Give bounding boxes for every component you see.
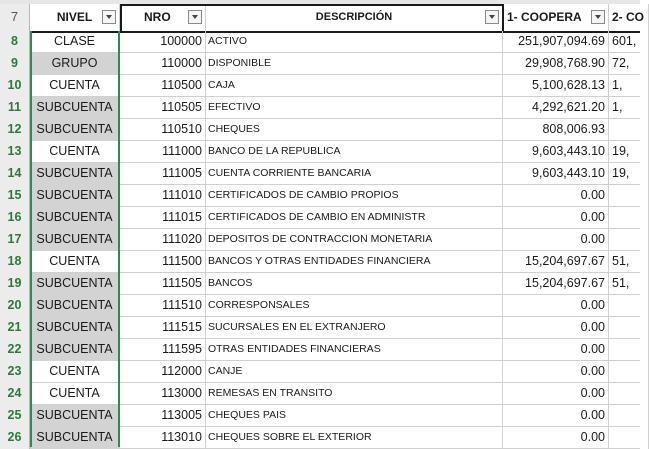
col2-cell[interactable]	[609, 361, 649, 383]
filter-dropdown-icon[interactable]	[102, 10, 116, 24]
row-header[interactable]: 19	[0, 273, 30, 295]
descripcion-cell[interactable]: ACTIVO	[206, 31, 503, 53]
col2-cell[interactable]	[609, 405, 649, 427]
table-row	[0, 273, 640, 295]
col2-cell[interactable]: 72,	[609, 53, 649, 75]
row-header[interactable]: 22	[0, 339, 30, 361]
nro-cell[interactable]: 111010	[120, 185, 206, 207]
nro-cell[interactable]: 110500	[120, 75, 206, 97]
nivel-cell[interactable]: SUBCUENTA	[30, 295, 120, 317]
nro-cell[interactable]: 113000	[120, 383, 206, 405]
coop-cell[interactable]: 0.00	[503, 317, 609, 339]
col2-cell[interactable]	[609, 185, 649, 207]
nivel-cell[interactable]: CUENTA	[30, 141, 120, 163]
nivel-cell[interactable]: SUBCUENTA	[30, 405, 120, 427]
col2-cell[interactable]: 1,	[609, 75, 649, 97]
nivel-cell[interactable]: CUENTA	[30, 75, 120, 97]
descripcion-cell[interactable]: DEPOSITOS DE CONTRACCION MONETARIA	[206, 229, 503, 251]
nro-cell[interactable]: 111505	[120, 273, 206, 295]
row-header[interactable]: 21	[0, 317, 30, 339]
coop-cell[interactable]: 0.00	[503, 405, 609, 427]
row-header[interactable]: 10	[0, 75, 30, 97]
col2-cell[interactable]	[609, 295, 649, 317]
coop-cell[interactable]: 4,292,621.20	[503, 97, 609, 119]
nro-cell[interactable]: 111020	[120, 229, 206, 251]
row-header[interactable]: 24	[0, 383, 30, 405]
nro-cell[interactable]: 111015	[120, 207, 206, 229]
table-row	[0, 97, 640, 119]
header-nro-label: NRO	[144, 10, 171, 24]
nivel-cell[interactable]: SUBCUENTA	[30, 207, 120, 229]
descripcion-cell[interactable]: CERTIFICADOS DE CAMBIO PROPIOS	[206, 185, 503, 207]
nro-cell[interactable]: 110510	[120, 119, 206, 141]
coop-cell[interactable]: 0.00	[503, 185, 609, 207]
row-header[interactable]: 14	[0, 163, 30, 185]
nivel-cell[interactable]: GRUPO	[30, 53, 120, 75]
table-row	[0, 119, 640, 141]
coop-cell[interactable]: 15,204,697.67	[503, 273, 609, 295]
nro-cell[interactable]: 111005	[120, 163, 206, 185]
header-coop-label: 1- COOPERA	[507, 10, 582, 24]
descripcion-cell[interactable]: BANCO DE LA REPUBLICA	[206, 141, 503, 163]
row-header[interactable]: 26	[0, 427, 30, 449]
row-header[interactable]: 9	[0, 53, 30, 75]
nivel-cell[interactable]: CUENTA	[30, 383, 120, 405]
col2-cell[interactable]	[609, 383, 649, 405]
row-header[interactable]: 8	[0, 31, 30, 53]
coop-cell[interactable]: 0.00	[503, 361, 609, 383]
coop-cell[interactable]: 0.00	[503, 339, 609, 361]
table-row	[0, 163, 640, 185]
header-descripcion-label: DESCRIPCIÓN	[315, 11, 393, 23]
table-row	[0, 405, 640, 427]
col2-cell[interactable]	[609, 339, 649, 361]
coop-cell[interactable]: 9,603,443.10	[503, 141, 609, 163]
col2-cell[interactable]	[609, 427, 649, 449]
nivel-cell[interactable]: SUBCUENTA	[30, 229, 120, 251]
nro-cell[interactable]: 111515	[120, 317, 206, 339]
row-header[interactable]: 23	[0, 361, 30, 383]
nro-cell[interactable]: 110505	[120, 97, 206, 119]
descripcion-cell[interactable]: BANCOS Y OTRAS ENTIDADES FINANCIERA	[206, 251, 503, 273]
header-coop[interactable]	[503, 4, 609, 31]
coop-cell[interactable]: 9,603,443.10	[503, 163, 609, 185]
col2-cell[interactable]	[609, 119, 649, 141]
descripcion-cell[interactable]: REMESAS EN TRANSITO	[206, 383, 503, 405]
coop-cell[interactable]: 29,908,768.90	[503, 53, 609, 75]
row-header[interactable]: 18	[0, 251, 30, 273]
coop-cell[interactable]: 808,006.93	[503, 119, 609, 141]
nivel-cell[interactable]: SUBCUENTA	[30, 119, 120, 141]
table-row	[0, 53, 640, 75]
col2-cell[interactable]: 51,	[609, 251, 649, 273]
row-header[interactable]: 13	[0, 141, 30, 163]
descripcion-cell[interactable]: CUENTA CORRIENTE BANCARIA	[206, 163, 503, 185]
coop-cell[interactable]: 0.00	[503, 427, 609, 449]
coop-cell[interactable]: 251,907,094.69	[503, 31, 609, 53]
header-box	[120, 4, 504, 31]
row-header[interactable]: 25	[0, 405, 30, 427]
row-header[interactable]: 11	[0, 97, 30, 119]
coop-cell[interactable]: 0.00	[503, 207, 609, 229]
nro-cell[interactable]: 111500	[120, 251, 206, 273]
filter-dropdown-icon[interactable]	[591, 10, 605, 24]
descripcion-cell[interactable]: CAJA	[206, 75, 503, 97]
row-header-7[interactable]: 7	[0, 4, 30, 31]
nro-cell[interactable]: 111510	[120, 295, 206, 317]
table-row	[0, 317, 640, 339]
descripcion-cell[interactable]: CERTIFICADOS DE CAMBIO EN ADMINISTR	[206, 207, 503, 229]
header-nivel-label: NIVEL	[56, 10, 93, 24]
descripcion-cell[interactable]: CHEQUES PAIS	[206, 405, 503, 427]
descripcion-cell[interactable]: OTRAS ENTIDADES FINANCIERAS	[206, 339, 503, 361]
table-row	[0, 229, 640, 251]
table-row	[0, 207, 640, 229]
nivel-cell[interactable]: SUBCUENTA	[30, 97, 120, 119]
table-row	[0, 141, 640, 163]
nro-cell[interactable]: 111000	[120, 141, 206, 163]
nivel-cell[interactable]: SUBCUENTA	[30, 339, 120, 361]
nro-cell[interactable]: 110000	[120, 53, 206, 75]
table-row	[0, 31, 640, 53]
descripcion-cell[interactable]: CORRESPONSALES	[206, 295, 503, 317]
col2-cell[interactable]: 19,	[609, 141, 649, 163]
col2-cell[interactable]: 19,	[609, 163, 649, 185]
nro-cell[interactable]: 111595	[120, 339, 206, 361]
descripcion-cell[interactable]: SUCURSALES EN EL EXTRANJERO	[206, 317, 503, 339]
row-header[interactable]: 17	[0, 229, 30, 251]
nivel-cell[interactable]: CUENTA	[30, 251, 120, 273]
col2-cell[interactable]: 51,	[609, 273, 649, 295]
row-header[interactable]: 15	[0, 185, 30, 207]
coop-cell[interactable]: 5,100,628.13	[503, 75, 609, 97]
descripcion-cell[interactable]: CHEQUES	[206, 119, 503, 141]
nro-cell[interactable]: 113005	[120, 405, 206, 427]
col2-cell[interactable]	[609, 317, 649, 339]
nro-cell[interactable]: 113010	[120, 427, 206, 449]
nivel-cell[interactable]: SUBCUENTA	[30, 163, 120, 185]
table-row	[0, 383, 640, 405]
coop-cell[interactable]: 15,204,697.67	[503, 251, 609, 273]
descripcion-cell[interactable]: BANCOS	[206, 273, 503, 295]
row-header[interactable]: 12	[0, 119, 30, 141]
table-row	[0, 339, 640, 361]
col2-cell[interactable]: 601,	[609, 31, 649, 53]
nivel-cell[interactable]: SUBCUENTA	[30, 185, 120, 207]
descripcion-cell[interactable]: DISPONIBLE	[206, 53, 503, 75]
table-row	[0, 75, 640, 97]
col2-cell[interactable]	[609, 207, 649, 229]
row-header[interactable]: 16	[0, 207, 30, 229]
header-col2[interactable]: 2- CO	[609, 4, 649, 31]
nivel-cell[interactable]: SUBCUENTA	[30, 427, 120, 449]
table-row	[0, 295, 640, 317]
descripcion-cell[interactable]: CHEQUES SOBRE EL EXTERIOR	[206, 427, 503, 449]
descripcion-cell[interactable]: CANJE	[206, 361, 503, 383]
table-row	[0, 361, 640, 383]
nivel-cell[interactable]: SUBCUENTA	[30, 273, 120, 295]
nro-cell[interactable]: 112000	[120, 361, 206, 383]
coop-cell[interactable]: 0.00	[503, 295, 609, 317]
descripcion-cell[interactable]: EFECTIVO	[206, 97, 503, 119]
header-nivel[interactable]	[30, 4, 120, 31]
nivel-cell[interactable]: CLASE	[30, 31, 120, 53]
table-row	[0, 427, 640, 449]
row-header[interactable]: 20	[0, 295, 30, 317]
nro-cell[interactable]: 100000	[120, 31, 206, 53]
coop-cell[interactable]: 0.00	[503, 383, 609, 405]
col2-cell[interactable]	[609, 229, 649, 251]
nivel-cell[interactable]: SUBCUENTA	[30, 317, 120, 339]
table-row	[0, 185, 640, 207]
table-row	[0, 251, 640, 273]
nivel-cell[interactable]: CUENTA	[30, 361, 120, 383]
coop-cell[interactable]: 0.00	[503, 229, 609, 251]
col2-cell[interactable]: 1,	[609, 97, 649, 119]
